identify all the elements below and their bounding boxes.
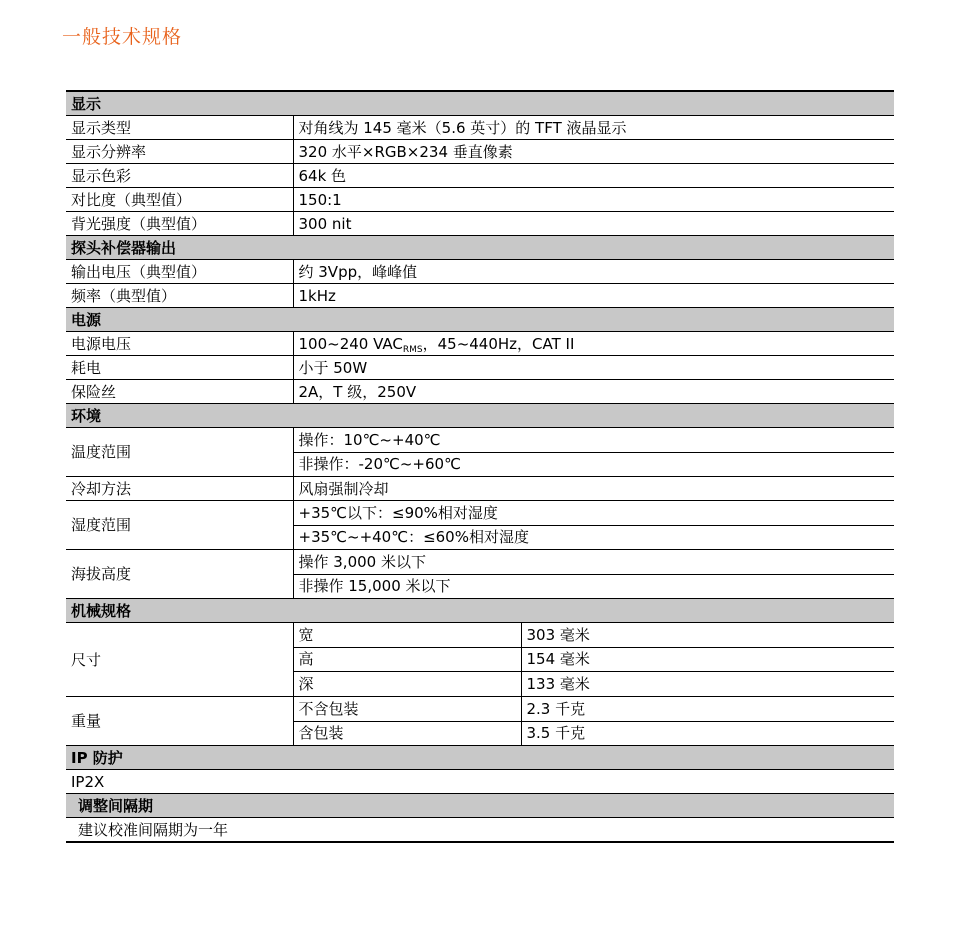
- table-row: [66, 770, 894, 794]
- environment-humidity-high: +35℃~+40℃：≤60%相对湿度: [293, 525, 894, 550]
- table-row: [66, 501, 894, 526]
- table-row: [66, 818, 894, 843]
- section-row-calibration: [66, 794, 894, 818]
- mechanical-width-label: 宽: [293, 623, 521, 648]
- table-row: [66, 380, 894, 404]
- mechanical-depth-label: 深: [293, 672, 521, 697]
- power-voltage-value-rest: ，45~440Hz，CAT II: [422, 334, 575, 353]
- mechanical-size-label: 尺寸: [66, 623, 293, 697]
- power-fuse-value: 2A，T 级，250V: [293, 380, 894, 404]
- mechanical-depth-value: 133 毫米: [521, 672, 894, 697]
- page-title: 一般技术规格: [62, 26, 183, 48]
- display-contrast-value: 150:1: [293, 188, 894, 212]
- display-backlight-value: 300 nit: [293, 212, 894, 236]
- table-row: [66, 550, 894, 575]
- environment-altitude-label: 海拔高度: [66, 550, 293, 599]
- mechanical-weight-label: 重量: [66, 697, 293, 746]
- mechanical-height-label: 高: [293, 647, 521, 672]
- display-resolution-label: 显示分辨率: [66, 140, 293, 164]
- table-row: [66, 212, 894, 236]
- section-header-environment: 环境: [66, 404, 894, 428]
- display-backlight-label: 背光强度（典型值）: [66, 212, 293, 236]
- calibration-value: 建议校准间隔期为一年: [66, 818, 894, 843]
- environment-altitude-operating: 操作 3,000 米以下: [293, 550, 894, 575]
- mechanical-height-value: 154 毫米: [521, 647, 894, 672]
- mechanical-width-value: 303 毫米: [521, 623, 894, 648]
- table-row: [66, 284, 894, 308]
- section-row-ip: [66, 746, 894, 770]
- section-row-mechanical: [66, 599, 894, 623]
- table-row: [66, 477, 894, 501]
- display-color-label: 显示色彩: [66, 164, 293, 188]
- ip-value: IP2X: [66, 770, 894, 794]
- table-row: [66, 260, 894, 284]
- power-fuse-label: 保险丝: [66, 380, 293, 404]
- power-voltage-value-main: 100~240 VAC: [298, 334, 403, 353]
- display-color-value: 64k 色: [293, 164, 894, 188]
- table-row: [66, 428, 894, 453]
- table-row: [66, 164, 894, 188]
- power-voltage-value: [293, 332, 894, 356]
- environment-temp-label: 温度范围: [66, 428, 293, 477]
- power-voltage-rms-subscript: RMS: [402, 344, 423, 355]
- power-consumption-value: 小于 50W: [293, 356, 894, 380]
- spec-table: [66, 90, 894, 843]
- probe-voltage-label: 输出电压（典型值）: [66, 260, 293, 284]
- mechanical-weight-with-label: 含包装: [293, 721, 521, 746]
- environment-temp-operating: 操作：10℃~+40℃: [293, 428, 894, 453]
- display-resolution-value: 320 水平×RGB×234 垂直像素: [293, 140, 894, 164]
- environment-cooling-label: 冷却方法: [66, 477, 293, 501]
- mechanical-weight-with-value: 3.5 千克: [521, 721, 894, 746]
- table-row: [66, 332, 894, 356]
- table-row: [66, 356, 894, 380]
- probe-voltage-value: 约 3Vpp，峰峰值: [293, 260, 894, 284]
- display-contrast-label: 对比度（典型值）: [66, 188, 293, 212]
- power-voltage-label: 电源电压: [66, 332, 293, 356]
- environment-humidity-low: +35℃以下：≤90%相对湿度: [293, 501, 894, 526]
- section-row-probe: [66, 236, 894, 260]
- section-header-calibration: 调整间隔期: [66, 794, 894, 818]
- section-header-mechanical: 机械规格: [66, 599, 894, 623]
- display-type-label: 显示类型: [66, 116, 293, 140]
- section-row-environment: [66, 404, 894, 428]
- section-row-power: [66, 308, 894, 332]
- environment-temp-non-operating: 非操作：-20℃~+60℃: [293, 452, 894, 477]
- section-header-power: 电源: [66, 308, 894, 332]
- table-row: [66, 188, 894, 212]
- probe-frequency-value: 1kHz: [293, 284, 894, 308]
- section-header-display: 显示: [66, 91, 894, 116]
- display-type-value: 对角线为 145 毫米（5.6 英寸）的 TFT 液晶显示: [293, 116, 894, 140]
- section-row-display: [66, 91, 894, 116]
- environment-altitude-non-operating: 非操作 15,000 米以下: [293, 574, 894, 599]
- section-header-ip: IP 防护: [66, 746, 894, 770]
- table-row: [66, 140, 894, 164]
- power-consumption-label: 耗电: [66, 356, 293, 380]
- environment-humidity-label: 湿度范围: [66, 501, 293, 550]
- probe-frequency-label: 频率（典型值）: [66, 284, 293, 308]
- table-row: [66, 116, 894, 140]
- environment-cooling-value: 风扇强制冷却: [293, 477, 894, 501]
- table-row: [66, 623, 894, 648]
- table-row: [66, 697, 894, 722]
- section-header-probe: 探头补偿器输出: [66, 236, 894, 260]
- mechanical-weight-without-value: 2.3 千克: [521, 697, 894, 722]
- mechanical-weight-without-label: 不含包装: [293, 697, 521, 722]
